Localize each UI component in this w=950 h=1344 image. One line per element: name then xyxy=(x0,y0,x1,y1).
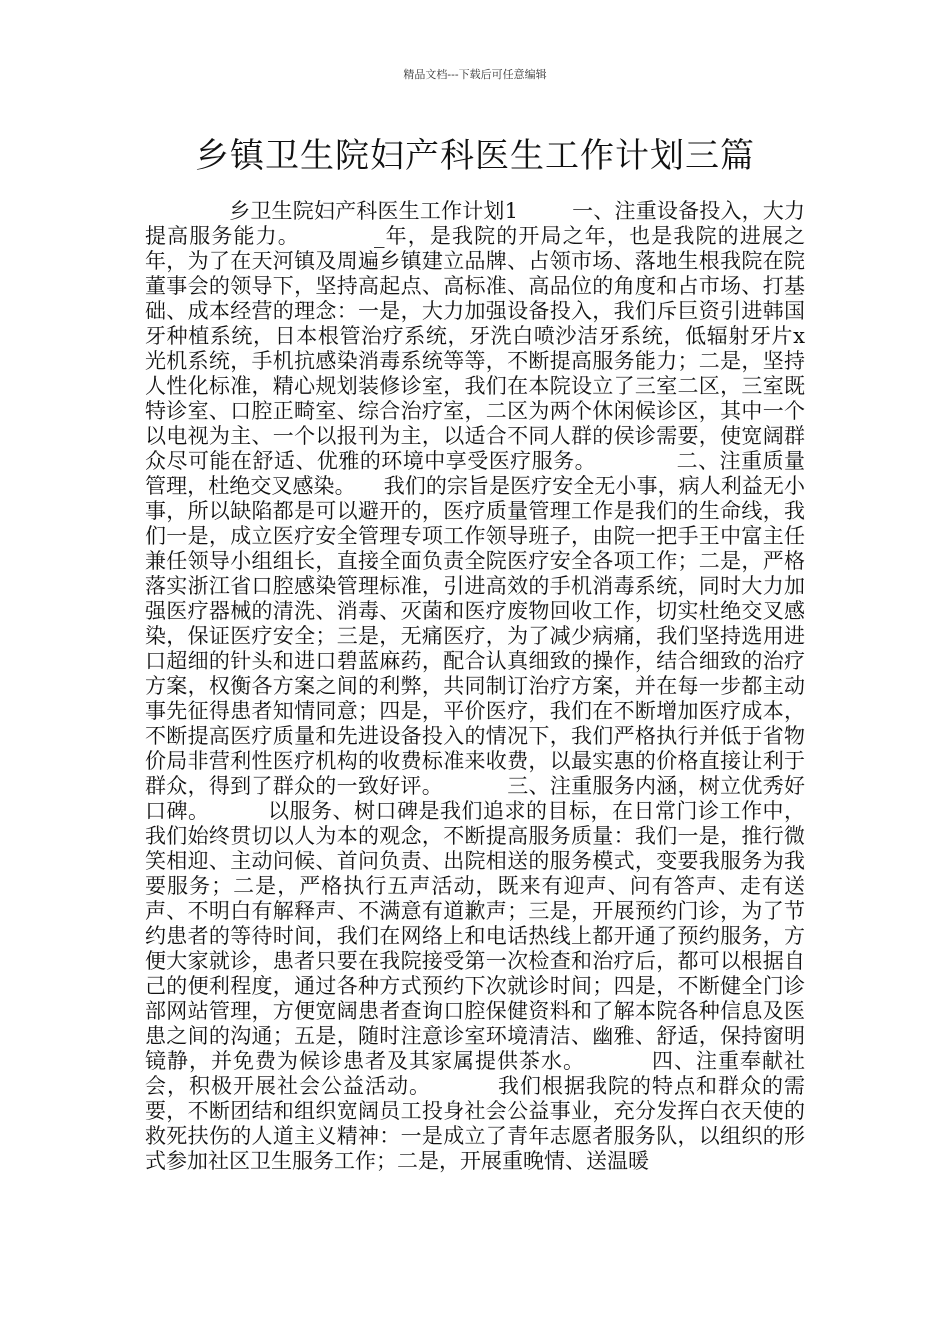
section-text-2: 我们的宗旨是医疗安全无小事，病人利益无小事，所以缺陷都是可以避开的，医疗质量管理工作是我们的生命线，我们一是，成立医疗安全管理专项工作领导班子，由院一把手王中富主任兼任领导小组组长，直接全面负责全院医疗安全各项工作；二是，严格落实浙江省口腔感染管理标准，引进高效的手机消毒系统，同时大力加强医疗器械的清洗、消毒、灭菌和医疗废物回收工作，切实杜绝交叉感染，保证医疗安全；三是，无痛医疗，为了减少病痛，我们坚持选用进口超细的针头和进口碧蓝麻药，配合认真细致的操作，结合细致的治疗方案，权衡各方案之间的利弊，共同制订治疗方案，并在每一步都主动事先征得患者知情同意；四是，平价医疗，我们在不断增加医疗成本，不断提高医疗质量和先进设备投入的情况下，我们严格执行并低于省物价局非营利性医疗机构的收费标准来收费，以最实惠的价格直接让利于群众，得到了群众的一致好评。 xyxy=(145,474,806,798)
body-paragraph xyxy=(145,199,805,1174)
plan-heading: 乡卫生院妇产科医生工作计划1 xyxy=(229,199,518,223)
section-text-3: 以服务、树口碑是我们追求的目标，在日常门诊工作中，我们始终贯切以人为本的观念，不断提高服务质量：我们一是，推行微笑相迎、主动问候、首问负责、出院相送的服务模式，变要我服务为我要服务；二是，严格执行五声活动，既来有迎声、问有答声、走有送声、不明白有解释声、不满意有道歉声；三是，开展预约门诊，为了节约患者的等待时间，我们在网络上和电话热线上都开通了预约服务，方便大家就诊，患者只要在我院接受第一次检查和治疗后，都可以根据自己的便利程度，通过各种方式预约下次就诊时间；四是，不断健全门诊部网站管理，方便宽阔患者查询口腔保健资料和了解本院各种信息及医患之间的沟通；五是，随时注意诊室环境清洁、幽雅、舒适，保持窗明镜静，并免费为候诊患者及其家属提供茶水。 xyxy=(145,799,805,1073)
section-heading-1: 一、注重设备投入，大力提高服务能力。 xyxy=(145,199,805,248)
section-text-1: _年，是我院的开局之年，也是我院的进展之年，为了在天河镇及周遍乡镇建立品牌、占领市场、落地生根我院在院董事会的领导下，坚持高起点、高标准、高品位的角度和占市场、打基础、成本经营的理念：一是，大力加强设备投入，我们斥巨资引进韩国牙种植系统，日本根管治疗系统，牙洗白喷沙洁牙系统，低辐射牙片x光机系统，手机抗感染消毒系统等等，不断提高服务能力；二是，坚持人性化标准，精心规划装修诊室，我们在本院设立了三室二区，三室既特诊室、口腔正畸室、综合治疗室，二区为两个休闲候诊区，其中一个以电视为主、一个以报刊为主，以适合不同人群的侯诊需要，使宽阔群众尽可能在舒适、优雅的环境中享受医疗服务。 xyxy=(145,224,806,473)
section-heading-2: 二、注重质量管理，杜绝交叉感染。 xyxy=(145,449,805,498)
document-title: 乡镇卫生院妇产科医生工作计划三篇 xyxy=(195,136,755,176)
section-text-4: 我们根据我院的特点和群众的需要，不断团结和组织宽阔员工投身社会公益事业，充分发挥白衣天使的救死扶伤的人道主义精神：一是成立了青年志愿者服务队，以组织的形式参加社区卫生服务工作；二是，开展重晚情、送温暖 xyxy=(145,1074,805,1173)
page-header: 精品文档---下载后可任意编辑 xyxy=(403,68,547,81)
section-heading-4: 四、注重奉献社会，积极开展社会公益活动。 xyxy=(145,1049,805,1098)
section-heading-3: 三、注重服务内涵，树立优秀好口碑。 xyxy=(145,774,805,823)
